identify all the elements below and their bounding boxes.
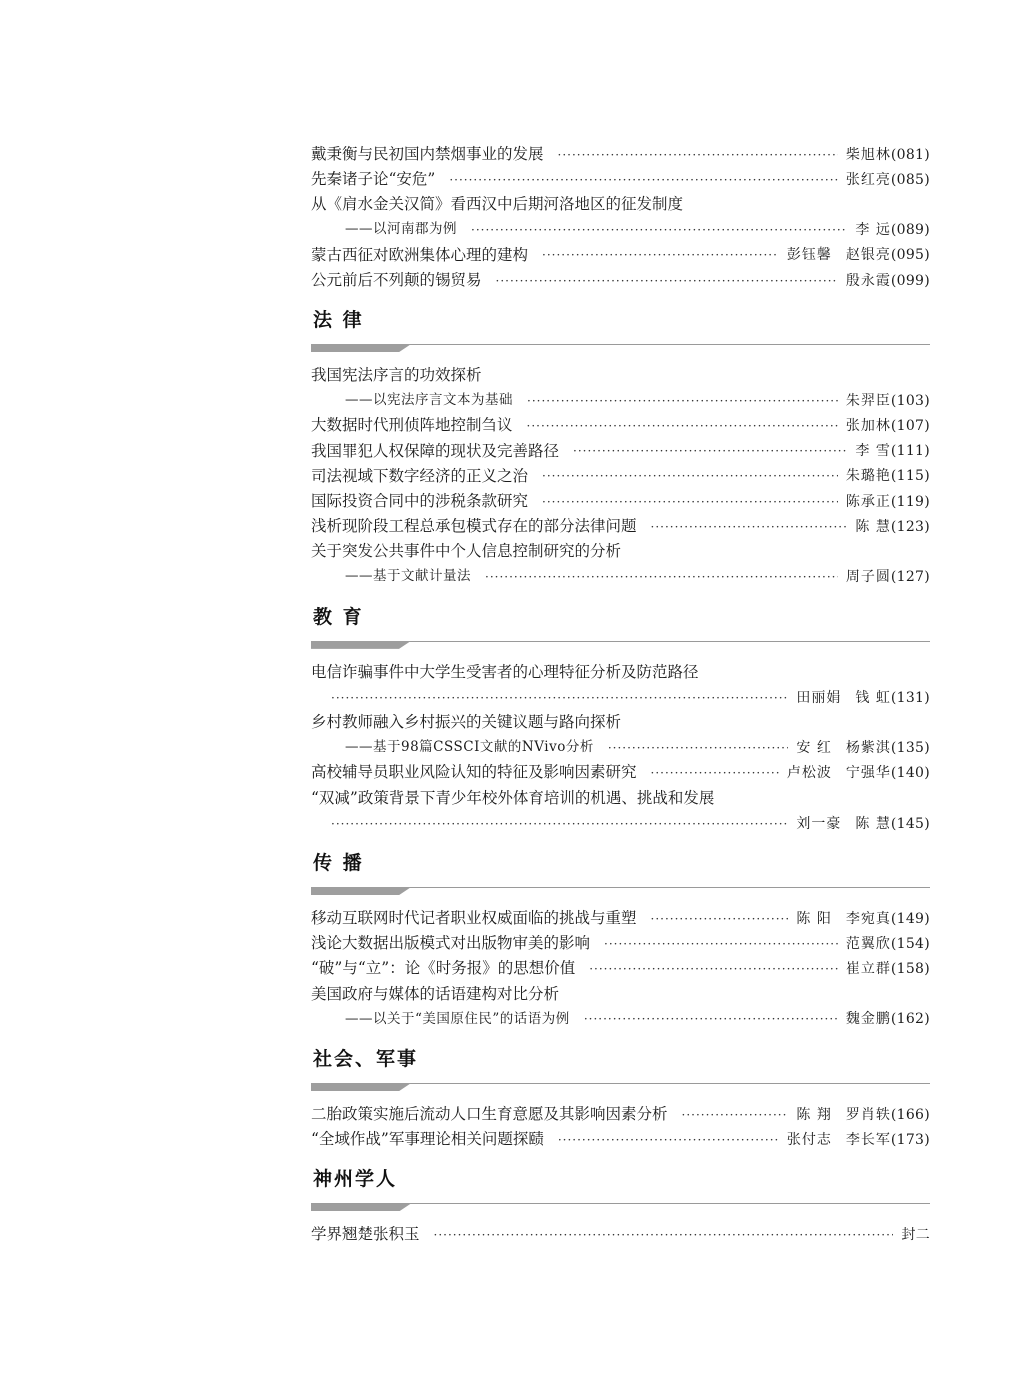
entry-page: (149) [890, 910, 930, 927]
toc-entry[interactable] [311, 931, 930, 956]
entry-page: (085) [890, 171, 930, 188]
dot-leader [608, 742, 789, 754]
entry-page: 封二 [901, 1227, 930, 1244]
dot-leader [584, 1013, 838, 1025]
entry-page: (127) [890, 569, 930, 586]
entry-author: 安 红 [796, 739, 832, 756]
entry-author: 魏金鹏 [845, 1011, 891, 1028]
entry-title: 从《肩水金关汉简》看西汉中后期河洛地区的征发制度 [311, 195, 684, 214]
entry-page: (119) [890, 493, 930, 510]
dot-leader [542, 470, 838, 482]
entry-author: 彭钰馨 [786, 247, 832, 264]
section-bar [311, 887, 411, 895]
entry-title: 大数据时代刑侦阵地控制刍议 [311, 416, 513, 435]
table-of-contents [311, 142, 930, 1248]
toc-entry-subtitle-line[interactable] [311, 735, 930, 760]
section-bar [311, 1083, 411, 1091]
dot-leader [558, 1134, 779, 1146]
toc-entry[interactable] [311, 710, 930, 735]
entry-author: 柴旭林 [845, 146, 891, 163]
entry-author: 田丽娟 [796, 689, 842, 706]
dot-leader [331, 692, 788, 704]
section-header [311, 1152, 930, 1222]
entry-author: 陈 翔 [796, 1106, 832, 1123]
entry-author: 李宛真 [845, 910, 891, 927]
entry-title: 我国宪法序言的功效探析 [311, 365, 482, 384]
toc-entry[interactable] [311, 414, 930, 439]
dot-leader [651, 767, 779, 779]
dot-leader [589, 963, 838, 975]
entry-author: 朱羿臣 [845, 392, 891, 409]
toc-entry[interactable] [311, 142, 930, 167]
toc-entry[interactable] [311, 268, 930, 293]
entry-title: “全域作战”军事理论相关问题探赜 [311, 1130, 544, 1149]
entry-author: 张付志 [786, 1131, 832, 1148]
toc-entry-continuation-line[interactable] [311, 811, 930, 836]
dot-leader [542, 249, 779, 261]
entry-title: 电信诈骗事件中大学生受害者的心理特征分析及防范路径 [311, 662, 699, 681]
section-title: 教 育 [313, 605, 364, 628]
entry-author: 张红亮 [845, 171, 891, 188]
toc-entry[interactable] [311, 489, 930, 514]
toc-entry[interactable] [311, 167, 930, 192]
entry-author: 周子圆 [845, 569, 891, 586]
toc-entry[interactable] [311, 1222, 930, 1247]
entry-title: 高校辅导员职业风险认知的特征及影响因素研究 [311, 763, 637, 782]
toc-entry[interactable] [311, 243, 930, 268]
entry-title: 二胎政策实施后流动人口生育意愿及其影响因素分析 [311, 1104, 668, 1123]
section-header [311, 836, 930, 906]
entry-author: 罗肖轶 [845, 1106, 891, 1123]
entry-page: (135) [890, 739, 930, 756]
dot-leader [682, 1109, 789, 1121]
entry-author: 殷永霞 [845, 272, 891, 289]
dot-leader [449, 174, 837, 186]
toc-entry[interactable] [311, 439, 930, 464]
entry-page: (158) [890, 961, 930, 978]
toc-entry-subtitle-line[interactable] [311, 565, 930, 590]
entry-title: “双减”政策背景下青少年校外体育培训的机遇、挑战和发展 [311, 788, 715, 807]
section-title: 传 播 [313, 852, 364, 875]
entry-subtitle: ——以宪法序言文本为基础 [345, 392, 513, 409]
entry-title: 蒙古西征对欧洲集体心理的建构 [311, 245, 529, 264]
toc-entry[interactable] [311, 660, 930, 685]
toc-entry-subtitle-line[interactable] [311, 1007, 930, 1032]
dot-leader [471, 224, 847, 236]
toc-entry[interactable] [311, 539, 930, 564]
entry-title: “破”与“立”：论《时务报》的思想价值 [311, 959, 576, 978]
entry-title: 我国罪犯人权保障的现状及完善路径 [311, 441, 560, 460]
entry-author: 李 远 [855, 222, 891, 239]
section-bar [311, 344, 411, 352]
section-bar [311, 1203, 411, 1211]
toc-entry[interactable] [311, 982, 930, 1007]
entry-page: (162) [890, 1011, 930, 1028]
entry-page: (099) [890, 272, 930, 289]
entry-author: 陈 慧 [855, 815, 891, 832]
toc-entry[interactable] [311, 1102, 930, 1127]
toc-entry-subtitle-line[interactable] [311, 388, 930, 413]
section-title: 法 律 [313, 309, 364, 332]
entry-page: (103) [890, 392, 930, 409]
dot-leader [604, 938, 838, 950]
dot-leader [527, 420, 838, 432]
entry-subtitle: ——基于98篇CSSCI文献的NVivo分析 [345, 739, 594, 756]
toc-entry[interactable] [311, 514, 930, 539]
entry-author: 范翼欣 [845, 935, 891, 952]
toc-entry-subtitle-line[interactable] [311, 218, 930, 243]
section-title: 神州学人 [313, 1168, 398, 1191]
entry-title: 国际投资合同中的涉税条款研究 [311, 491, 529, 510]
entry-subtitle: ——以关于“美国原住民”的话语为例 [345, 1010, 570, 1027]
entry-title: 公元前后不列颠的锡贸易 [311, 270, 482, 289]
entry-author: 钱 虹 [855, 689, 891, 706]
entry-author: 张加林 [845, 418, 891, 435]
entry-author: 赵银亮 [845, 247, 891, 264]
entry-page: (166) [890, 1106, 930, 1123]
entry-page: (145) [890, 815, 930, 832]
entry-title: 移动互联网时代记者职业权威面临的挑战与重塑 [311, 908, 637, 927]
dot-leader [573, 445, 847, 457]
toc-entry[interactable] [311, 761, 930, 786]
entry-page: (089) [890, 222, 930, 239]
entry-page: (173) [890, 1131, 930, 1148]
dot-leader [527, 395, 838, 407]
dot-leader [434, 1229, 894, 1241]
entry-title: 戴秉衡与民初国内禁烟事业的发展 [311, 144, 544, 163]
entry-page: (154) [890, 935, 930, 952]
entry-page: (107) [890, 418, 930, 435]
entry-author: 陈承正 [845, 493, 891, 510]
section-header [311, 293, 930, 363]
entry-title: 关于突发公共事件中个人信息控制研究的分析 [311, 542, 622, 561]
entry-page: (131) [890, 689, 930, 706]
toc-entry[interactable] [311, 957, 930, 982]
entry-author: 宁强华 [845, 765, 891, 782]
entry-subtitle: ——基于文献计量法 [345, 568, 471, 585]
entry-page: (095) [890, 247, 930, 264]
entry-author: 李 雪 [855, 443, 891, 460]
entry-title: 乡村教师融入乡村振兴的关键议题与路向探析 [311, 713, 622, 732]
entry-author: 朱璐艳 [845, 468, 891, 485]
dot-leader [651, 913, 789, 925]
toc-entry[interactable] [311, 464, 930, 489]
entry-author: 陈 慧 [855, 518, 891, 535]
dot-leader [496, 275, 838, 287]
entry-author: 崔立群 [845, 961, 891, 978]
toc-entry[interactable] [311, 192, 930, 217]
toc-entry[interactable] [311, 906, 930, 931]
toc-entry[interactable] [311, 786, 930, 811]
dot-leader [485, 571, 838, 583]
entry-author: 卢松波 [786, 765, 832, 782]
toc-entry[interactable] [311, 363, 930, 388]
entry-subtitle: ——以河南郡为例 [345, 221, 457, 238]
section-header [311, 1032, 930, 1102]
dot-leader [651, 521, 848, 533]
entry-title: 先秦诸子论“安危” [311, 170, 436, 189]
entry-title: 司法视域下数字经济的正义之治 [311, 466, 529, 485]
section-bar [311, 641, 411, 649]
entry-author: 李长军 [845, 1131, 891, 1148]
entry-title: 浅论大数据出版模式对出版物审美的影响 [311, 934, 591, 953]
entry-page: (115) [890, 468, 930, 485]
entry-title: 美国政府与媒体的话语建构对比分析 [311, 984, 560, 1003]
entry-author: 刘一豪 [796, 815, 842, 832]
toc-entry-continuation-line[interactable] [311, 685, 930, 710]
entry-page: (111) [890, 443, 930, 460]
toc-entry[interactable] [311, 1127, 930, 1152]
entry-page: (081) [890, 146, 930, 163]
entry-page: (140) [890, 765, 930, 782]
dot-leader [542, 496, 838, 508]
dot-leader [331, 818, 788, 830]
entry-title: 学界翘楚张积玉 [311, 1225, 420, 1244]
entry-author: 陈 阳 [796, 910, 832, 927]
dot-leader [558, 149, 838, 161]
section-header [311, 590, 930, 660]
entry-title: 浅析现阶段工程总承包模式存在的部分法律问题 [311, 517, 637, 536]
entry-page: (123) [890, 518, 930, 535]
entry-author: 杨紫淇 [845, 739, 891, 756]
section-title: 社会、军事 [313, 1048, 419, 1071]
